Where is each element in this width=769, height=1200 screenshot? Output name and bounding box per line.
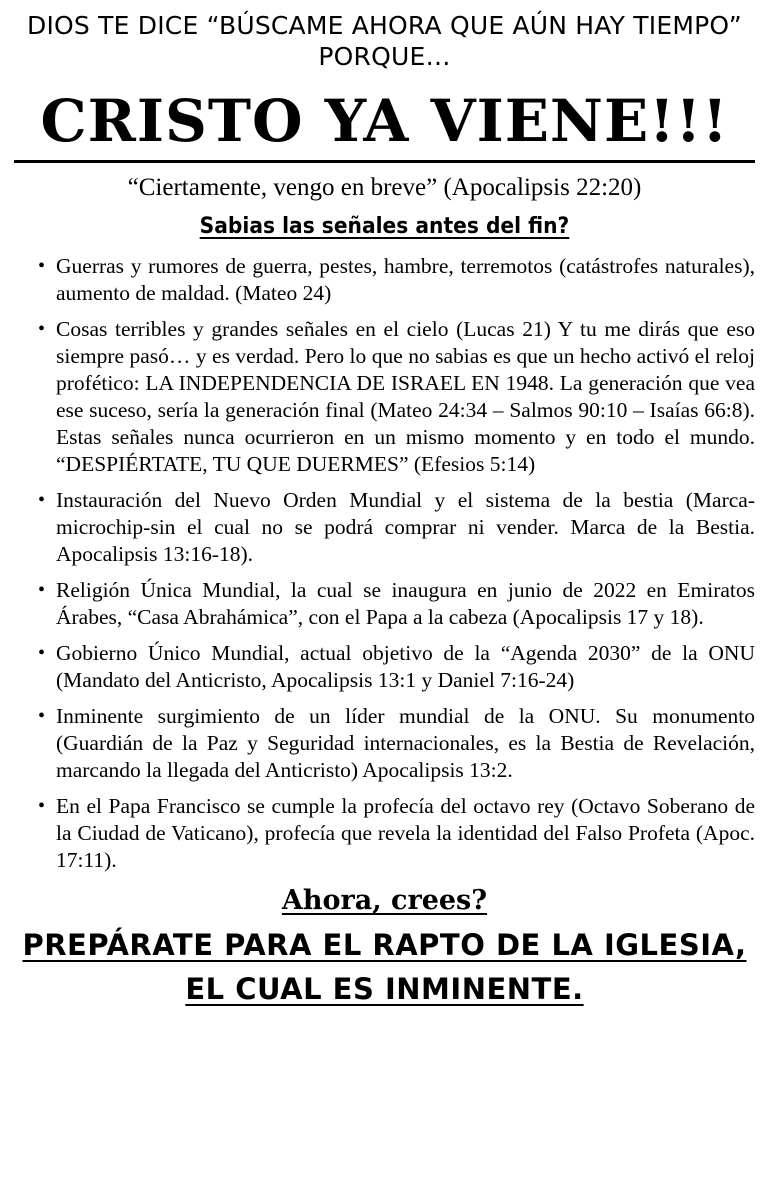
closing-line-1: PREPÁRATE PARA EL RAPTO DE LA IGLESIA, — [22, 928, 747, 962]
header-line-2: PORQUE… — [318, 42, 451, 71]
section-subtitle: Sabias las señales antes del fin? — [199, 214, 570, 239]
bullet-icon: • — [38, 318, 46, 340]
bullet-icon: • — [38, 579, 46, 601]
list-item-text: Cosas terribles y grandes señales en el cielo (Lucas 21) Y tu me dirás que eso siempre pasó… y es verdad. Pero lo que no sabias es que un hecho activó el reloj profético: LA INDEPENDENCIA DE ISRAEL EN 1948. La generación que vea ese suceso, sería la generación final (Mateo 24:34 – Salmos 90:10 – Isaías 66:8). Estas señales nunca ocurrieron en un mismo momento y en todo el mundo. “DESPIÉRTATE, TU QUE DUERMES” (Efesios 5:14) — [56, 317, 755, 476]
bullet-icon: • — [38, 705, 46, 727]
list-item-text: Guerras y rumores de guerra, pestes, hambre, terremotos (catástrofes naturales), aumento de maldad. (Mateo 24) — [56, 254, 755, 305]
list-item-text: Inminente surgimiento de un líder mundial de la ONU. Su monumento (Guardián de la Paz y Seguridad internacionales, es la Bestia de Revelación, marcando la llegada del Anticristo) Apocalipsis 13:2. — [56, 704, 755, 782]
closing-question: Ahora, crees? — [281, 885, 488, 916]
signs-list — [14, 253, 755, 874]
list-item — [14, 316, 755, 478]
list-item-text: Gobierno Único Mundial, actual objetivo de la “Agenda 2030” de la ONU (Mandato del Anticristo, Apocalipsis 13:1 y Daniel 7:16-24) — [56, 641, 755, 692]
list-item — [14, 253, 755, 307]
bullet-icon: • — [38, 255, 46, 277]
header-line-1: DIOS TE DICE “BÚSCAME AHORA QUE AÚN HAY TIEMPO” — [27, 11, 742, 40]
list-item — [14, 793, 755, 874]
list-item-text: Religión Única Mundial, la cual se inaugura en junio de 2022 en Emiratos Árabes, “Casa Abrahámica”, con el Papa a la cabeza (Apocalipsis 17 y 18). — [56, 578, 755, 629]
list-item — [14, 577, 755, 631]
closing-line-2: EL CUAL ES INMINENTE. — [185, 972, 584, 1006]
list-item — [14, 640, 755, 694]
page-title: CRISTO YA VIENE!!! — [40, 87, 729, 155]
list-item-text: En el Papa Francisco se cumple la profecía del octavo rey (Octavo Soberano de la Ciudad de Vaticano), profecía que revela la identidad del Falso Profeta (Apoc. 17:11). — [56, 794, 755, 872]
bullet-icon: • — [38, 642, 46, 664]
list-item-text: Instauración del Nuevo Orden Mundial y el sistema de la bestia (Marca-microchip-sin el cual no se podrá comprar ni vender. Marca de la Bestia. Apocalipsis 13:16-18). — [56, 488, 755, 566]
title-underline-divider — [14, 160, 755, 163]
list-item — [14, 487, 755, 568]
list-item — [14, 703, 755, 784]
bible-quote: “Ciertamente, vengo en breve” (Apocalipsis 22:20) — [127, 174, 642, 201]
bullet-icon: • — [38, 795, 46, 817]
bullet-icon: • — [38, 489, 46, 511]
